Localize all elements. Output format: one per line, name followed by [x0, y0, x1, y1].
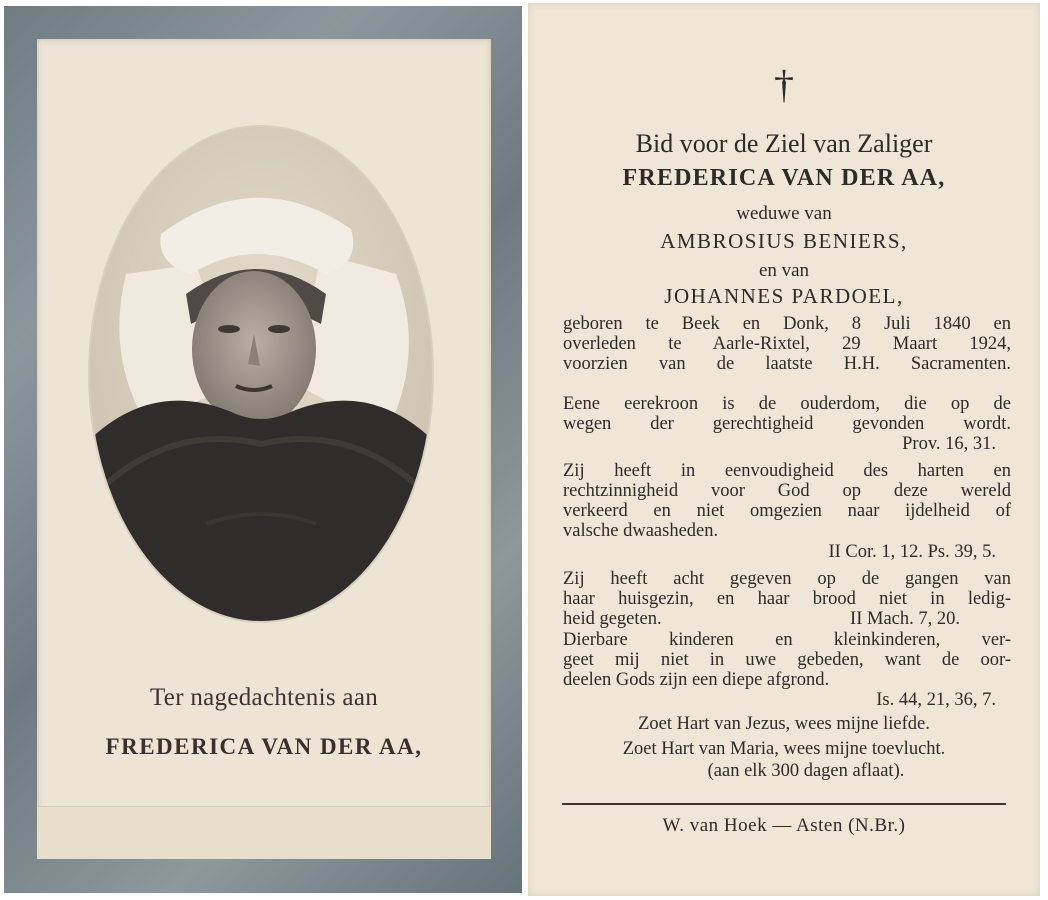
- indulgence-note: (aan elk 300 dagen aflaat).: [707, 761, 905, 781]
- first-husband-name: AMBROSIUS BENIERS,: [660, 229, 908, 253]
- portrait-photo: [86, 124, 436, 624]
- memorial-card-back: [528, 3, 1040, 896]
- deceased-name-front: FREDERICA VAN DER AA,: [105, 734, 423, 759]
- prayer-line: Zoet Hart van Jezus, wees mijne liefde.: [638, 714, 930, 734]
- divider: [562, 803, 1006, 805]
- and-of-line: en van: [758, 260, 810, 281]
- life-line: overleden te Aarle-Rixtel, 29 Maart 1924,: [563, 334, 1011, 354]
- verse-line: geet mij niet in uwe gebeden, want de oor-: [563, 650, 1011, 670]
- printer-credit: W. van Hoek — Asten (N.Br.): [662, 815, 906, 836]
- life-line: geboren te Beek en Donk, 8 Juli 1840 en: [563, 314, 1011, 334]
- cross-icon: †: [774, 62, 794, 107]
- verse-line: heid gegeten.: [563, 609, 662, 629]
- verse-line: valsche dwaasheden.: [563, 521, 719, 541]
- verse-line: Zij heeft in eenvoudigheid des harten en: [563, 461, 1011, 481]
- memorial-caption: Ter nagedachtenis aan: [149, 684, 379, 711]
- verse-line: Zij heeft acht gegeven op de gangen van: [563, 569, 1011, 589]
- prayer-line: Zoet Hart van Maria, wees mijne toevlucht.: [622, 739, 946, 759]
- verse-line: haar huisgezin, en haar brood niet in ledig-: [563, 589, 1011, 609]
- card-front-paper: [37, 39, 491, 859]
- verse-line: Eene eerekroon is de ouderdom, die op de: [563, 394, 1011, 414]
- life-line: voorzien van de laatste H.H. Sacramenten.: [563, 354, 1011, 374]
- pray-line: Bid voor de Ziel van Zaliger: [635, 129, 933, 158]
- verse-line: rechtzinnigheid voor God op deze wereld: [563, 481, 1011, 501]
- scripture-reference: II Mach. 7, 20.: [850, 609, 960, 629]
- deceased-name: FREDERICA VAN DER AA,: [622, 165, 946, 191]
- scripture-reference: Prov. 16, 31.: [902, 434, 996, 454]
- widow-of-line: weduwe van: [736, 203, 832, 224]
- second-husband-name: JOHANNES PARDOEL,: [664, 284, 904, 308]
- verse-line: verkeerd en niet omgezien naar ijdelheid of: [563, 501, 1011, 521]
- verse-line: deelen Gods zijn een diepe afgrond.: [563, 670, 830, 690]
- verse-line: wegen der gerechtigheid gevonden wordt.: [563, 414, 1011, 434]
- scripture-reference: II Cor. 1, 12. Ps. 39, 5.: [828, 542, 996, 562]
- verse-line: Dierbare kinderen en kleinkinderen, ver-: [563, 630, 1011, 650]
- scripture-reference: Is. 44, 21, 36, 7.: [876, 690, 996, 710]
- memorial-card-front: [4, 6, 522, 893]
- card-bottom-strip: [37, 806, 491, 859]
